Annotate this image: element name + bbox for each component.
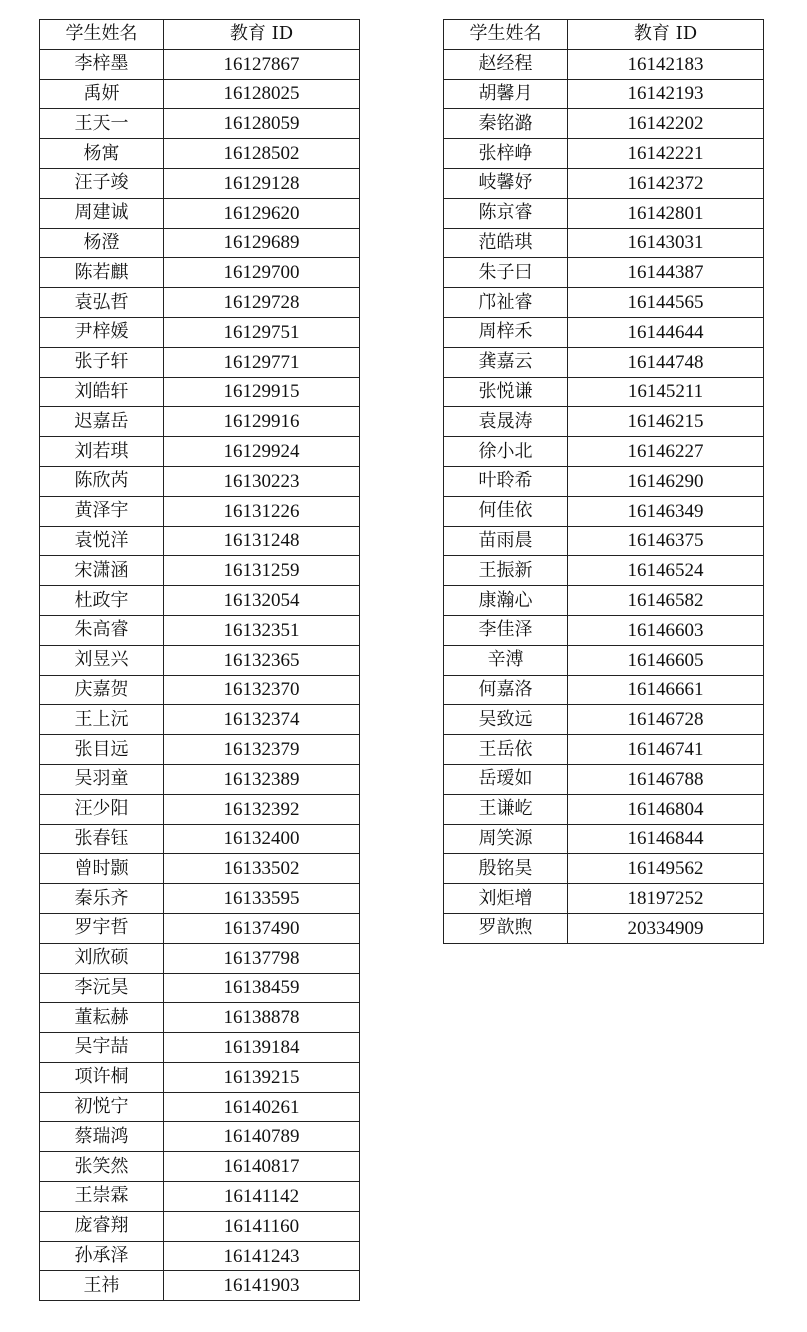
education-id-cell: 16142221 bbox=[568, 139, 764, 169]
table-row bbox=[40, 1271, 360, 1301]
student-name-cell: 刘炬增 bbox=[444, 884, 568, 914]
table-row bbox=[444, 496, 764, 526]
education-id-cell: 16144387 bbox=[568, 258, 764, 288]
table-row bbox=[444, 913, 764, 943]
student-name-cell: 岳瑷如 bbox=[444, 764, 568, 794]
table-row bbox=[444, 198, 764, 228]
table-row bbox=[444, 764, 764, 794]
student-name-cell: 尹梓媛 bbox=[40, 317, 164, 347]
table-row bbox=[40, 1211, 360, 1241]
table-row bbox=[444, 884, 764, 914]
education-id-cell: 16146728 bbox=[568, 705, 764, 735]
education-id-cell: 16146605 bbox=[568, 645, 764, 675]
education-id-cell: 16146524 bbox=[568, 556, 764, 586]
table-row bbox=[444, 586, 764, 616]
student-name-cell: 王岳依 bbox=[444, 735, 568, 765]
education-id-cell: 16146844 bbox=[568, 824, 764, 854]
education-id-cell: 16146788 bbox=[568, 764, 764, 794]
student-name-cell: 胡馨月 bbox=[444, 79, 568, 109]
education-id-cell: 16142193 bbox=[568, 79, 764, 109]
student-name-cell: 宋潇涵 bbox=[40, 556, 164, 586]
education-id-cell: 16138878 bbox=[164, 1003, 360, 1033]
table-row bbox=[40, 1062, 360, 1092]
education-id-cell: 16141142 bbox=[164, 1182, 360, 1212]
table-row bbox=[444, 258, 764, 288]
name-column-header: 学生姓名 bbox=[444, 20, 568, 50]
education-id-cell: 16140789 bbox=[164, 1122, 360, 1152]
student-name-cell: 王振新 bbox=[444, 556, 568, 586]
student-name-cell: 杨澄 bbox=[40, 228, 164, 258]
education-id-cell: 16131226 bbox=[164, 496, 360, 526]
student-name-cell: 张悦谦 bbox=[444, 377, 568, 407]
table-row bbox=[444, 79, 764, 109]
table-row bbox=[444, 139, 764, 169]
student-name-cell: 殷铭昊 bbox=[444, 854, 568, 884]
education-id-cell: 16132400 bbox=[164, 824, 360, 854]
education-id-cell: 16146582 bbox=[568, 586, 764, 616]
education-id-cell: 16128059 bbox=[164, 109, 360, 139]
education-id-cell: 16139215 bbox=[164, 1062, 360, 1092]
student-name-cell: 叶聆希 bbox=[444, 466, 568, 496]
table-row bbox=[40, 347, 360, 377]
education-id-cell: 16141243 bbox=[164, 1241, 360, 1271]
student-name-cell: 吴致远 bbox=[444, 705, 568, 735]
student-name-cell: 项许桐 bbox=[40, 1062, 164, 1092]
student-table-right bbox=[443, 19, 764, 944]
table-row bbox=[444, 735, 764, 765]
table-header-row bbox=[444, 20, 764, 50]
student-name-cell: 吴羽童 bbox=[40, 764, 164, 794]
education-id-cell: 16129771 bbox=[164, 347, 360, 377]
table-body bbox=[40, 49, 360, 1300]
education-id-cell: 16146741 bbox=[568, 735, 764, 765]
table-row bbox=[40, 228, 360, 258]
id-column-header: 教育 ID bbox=[164, 20, 360, 50]
student-name-cell: 吴宇喆 bbox=[40, 1033, 164, 1063]
student-name-cell: 王谦屹 bbox=[444, 794, 568, 824]
student-name-cell: 罗宇哲 bbox=[40, 913, 164, 943]
education-id-cell: 16129128 bbox=[164, 168, 360, 198]
student-name-cell: 罗歆煦 bbox=[444, 913, 568, 943]
table-row bbox=[40, 794, 360, 824]
student-name-cell: 初悦宁 bbox=[40, 1092, 164, 1122]
table-row bbox=[444, 556, 764, 586]
table-row bbox=[444, 466, 764, 496]
education-id-cell: 16146290 bbox=[568, 466, 764, 496]
education-id-cell: 16132392 bbox=[164, 794, 360, 824]
table-row bbox=[444, 675, 764, 705]
education-id-cell: 16146603 bbox=[568, 615, 764, 645]
education-id-cell: 16129916 bbox=[164, 407, 360, 437]
student-name-cell: 李沅昊 bbox=[40, 973, 164, 1003]
student-name-cell: 秦乐齐 bbox=[40, 884, 164, 914]
education-id-cell: 16145211 bbox=[568, 377, 764, 407]
education-id-cell: 16146661 bbox=[568, 675, 764, 705]
student-name-cell: 朱子曰 bbox=[444, 258, 568, 288]
student-name-cell: 何嘉洛 bbox=[444, 675, 568, 705]
student-name-cell: 周建诚 bbox=[40, 198, 164, 228]
table-row bbox=[40, 466, 360, 496]
student-name-cell: 王祎 bbox=[40, 1271, 164, 1301]
education-id-cell: 16132389 bbox=[164, 764, 360, 794]
education-id-cell: 16129751 bbox=[164, 317, 360, 347]
table-row bbox=[444, 377, 764, 407]
education-id-cell: 16132374 bbox=[164, 705, 360, 735]
student-name-cell: 范皓琪 bbox=[444, 228, 568, 258]
student-name-cell: 张目远 bbox=[40, 735, 164, 765]
table-row bbox=[40, 198, 360, 228]
table-row bbox=[40, 139, 360, 169]
education-id-cell: 16146227 bbox=[568, 437, 764, 467]
student-name-cell: 陈欣芮 bbox=[40, 466, 164, 496]
table-row bbox=[444, 615, 764, 645]
education-id-cell: 16142183 bbox=[568, 49, 764, 79]
table-row bbox=[444, 228, 764, 258]
education-id-cell: 16132370 bbox=[164, 675, 360, 705]
student-name-cell: 张梓峥 bbox=[444, 139, 568, 169]
education-id-cell: 16128502 bbox=[164, 139, 360, 169]
education-id-cell: 16129700 bbox=[164, 258, 360, 288]
education-id-cell: 16144565 bbox=[568, 288, 764, 318]
table-row bbox=[444, 109, 764, 139]
education-id-cell: 16129924 bbox=[164, 437, 360, 467]
student-name-cell: 周笑源 bbox=[444, 824, 568, 854]
student-name-cell: 岐馨妤 bbox=[444, 168, 568, 198]
education-id-cell: 16131259 bbox=[164, 556, 360, 586]
table-row bbox=[40, 437, 360, 467]
table-row bbox=[40, 824, 360, 854]
education-id-cell: 16143031 bbox=[568, 228, 764, 258]
table-row bbox=[40, 556, 360, 586]
table-row bbox=[40, 973, 360, 1003]
student-name-cell: 邝祉睿 bbox=[444, 288, 568, 318]
table-row bbox=[444, 347, 764, 377]
education-id-cell: 16144644 bbox=[568, 317, 764, 347]
table-row bbox=[444, 168, 764, 198]
table-row bbox=[40, 317, 360, 347]
education-id-cell: 16131248 bbox=[164, 526, 360, 556]
student-name-cell: 王天一 bbox=[40, 109, 164, 139]
education-id-cell: 16132379 bbox=[164, 735, 360, 765]
table-row bbox=[444, 854, 764, 884]
table-row bbox=[40, 645, 360, 675]
education-id-cell: 16128025 bbox=[164, 79, 360, 109]
student-name-cell: 庞睿翔 bbox=[40, 1211, 164, 1241]
student-name-cell: 曾时颢 bbox=[40, 854, 164, 884]
table-row bbox=[40, 884, 360, 914]
student-name-cell: 袁弘哲 bbox=[40, 288, 164, 318]
student-name-cell: 袁晟涛 bbox=[444, 407, 568, 437]
student-name-cell: 赵经程 bbox=[444, 49, 568, 79]
table-row bbox=[40, 735, 360, 765]
table-row bbox=[40, 705, 360, 735]
table-row bbox=[40, 496, 360, 526]
education-id-cell: 16146215 bbox=[568, 407, 764, 437]
education-id-cell: 16132054 bbox=[164, 586, 360, 616]
education-id-cell: 16137490 bbox=[164, 913, 360, 943]
student-name-cell: 汪少阳 bbox=[40, 794, 164, 824]
table-row bbox=[444, 288, 764, 318]
student-name-cell: 徐小北 bbox=[444, 437, 568, 467]
student-table-left bbox=[39, 19, 360, 1301]
table-row bbox=[40, 1241, 360, 1271]
student-name-cell: 康瀚心 bbox=[444, 586, 568, 616]
student-name-cell: 张子轩 bbox=[40, 347, 164, 377]
education-id-cell: 16141903 bbox=[164, 1271, 360, 1301]
education-id-cell: 16127867 bbox=[164, 49, 360, 79]
table-row bbox=[444, 794, 764, 824]
student-name-cell: 蔡瑞鸿 bbox=[40, 1122, 164, 1152]
student-name-cell: 刘若琪 bbox=[40, 437, 164, 467]
education-id-cell: 16140261 bbox=[164, 1092, 360, 1122]
education-id-cell: 16146375 bbox=[568, 526, 764, 556]
table-row bbox=[40, 1122, 360, 1152]
education-id-cell: 20334909 bbox=[568, 913, 764, 943]
table-row bbox=[40, 1092, 360, 1122]
student-name-cell: 董耘赫 bbox=[40, 1003, 164, 1033]
education-id-cell: 16142801 bbox=[568, 198, 764, 228]
education-id-cell: 16142372 bbox=[568, 168, 764, 198]
table-row bbox=[40, 109, 360, 139]
table-row bbox=[40, 586, 360, 616]
table-row bbox=[40, 79, 360, 109]
education-id-cell: 16129915 bbox=[164, 377, 360, 407]
education-id-cell: 16144748 bbox=[568, 347, 764, 377]
student-name-cell: 王上沅 bbox=[40, 705, 164, 735]
student-name-cell: 刘欣硕 bbox=[40, 943, 164, 973]
education-id-cell: 16129728 bbox=[164, 288, 360, 318]
table-row bbox=[40, 258, 360, 288]
education-id-cell: 16142202 bbox=[568, 109, 764, 139]
table-row bbox=[444, 407, 764, 437]
table-body bbox=[444, 49, 764, 943]
student-name-cell: 陈若麒 bbox=[40, 258, 164, 288]
education-id-cell: 16133502 bbox=[164, 854, 360, 884]
table-row bbox=[40, 675, 360, 705]
education-id-cell: 16133595 bbox=[164, 884, 360, 914]
table-row bbox=[40, 526, 360, 556]
education-id-cell: 18197252 bbox=[568, 884, 764, 914]
table-row bbox=[40, 1182, 360, 1212]
table-row bbox=[444, 437, 764, 467]
student-name-cell: 陈京睿 bbox=[444, 198, 568, 228]
education-id-cell: 16139184 bbox=[164, 1033, 360, 1063]
table-row bbox=[40, 1152, 360, 1182]
education-id-cell: 16132351 bbox=[164, 615, 360, 645]
student-name-cell: 孙承泽 bbox=[40, 1241, 164, 1271]
table-row bbox=[40, 764, 360, 794]
education-id-cell: 16146804 bbox=[568, 794, 764, 824]
education-id-cell: 16140817 bbox=[164, 1152, 360, 1182]
education-id-cell: 16137798 bbox=[164, 943, 360, 973]
table-row bbox=[40, 288, 360, 318]
student-name-cell: 李佳泽 bbox=[444, 615, 568, 645]
student-name-cell: 张笑然 bbox=[40, 1152, 164, 1182]
student-name-cell: 禹妍 bbox=[40, 79, 164, 109]
student-name-cell: 秦铭潞 bbox=[444, 109, 568, 139]
table-row bbox=[40, 854, 360, 884]
table-row bbox=[40, 943, 360, 973]
table-row bbox=[40, 913, 360, 943]
table-header-row bbox=[40, 20, 360, 50]
student-name-cell: 周梓禾 bbox=[444, 317, 568, 347]
table-row bbox=[40, 377, 360, 407]
student-name-cell: 朱高睿 bbox=[40, 615, 164, 645]
table-row bbox=[40, 168, 360, 198]
table-row bbox=[444, 317, 764, 347]
table-row bbox=[40, 49, 360, 79]
table-row bbox=[40, 1033, 360, 1063]
education-id-cell: 16129689 bbox=[164, 228, 360, 258]
student-name-cell: 刘皓轩 bbox=[40, 377, 164, 407]
student-name-cell: 杨寓 bbox=[40, 139, 164, 169]
student-name-cell: 苗雨晨 bbox=[444, 526, 568, 556]
student-name-cell: 李梓墨 bbox=[40, 49, 164, 79]
student-name-cell: 龚嘉云 bbox=[444, 347, 568, 377]
table-row bbox=[444, 705, 764, 735]
student-name-cell: 袁悦洋 bbox=[40, 526, 164, 556]
table-row bbox=[40, 1003, 360, 1033]
student-name-cell: 杜政宇 bbox=[40, 586, 164, 616]
table-row bbox=[444, 49, 764, 79]
education-id-cell: 16130223 bbox=[164, 466, 360, 496]
education-id-cell: 16129620 bbox=[164, 198, 360, 228]
student-name-cell: 黄泽宇 bbox=[40, 496, 164, 526]
student-name-cell: 庆嘉贺 bbox=[40, 675, 164, 705]
table-row bbox=[444, 645, 764, 675]
student-name-cell: 汪子竣 bbox=[40, 168, 164, 198]
student-name-cell: 何佳依 bbox=[444, 496, 568, 526]
education-id-cell: 16149562 bbox=[568, 854, 764, 884]
student-name-cell: 刘昱兴 bbox=[40, 645, 164, 675]
student-name-cell: 迟嘉岳 bbox=[40, 407, 164, 437]
student-name-cell: 张春钰 bbox=[40, 824, 164, 854]
education-id-cell: 16146349 bbox=[568, 496, 764, 526]
table-row bbox=[40, 615, 360, 645]
education-id-cell: 16141160 bbox=[164, 1211, 360, 1241]
student-name-cell: 辛溥 bbox=[444, 645, 568, 675]
student-name-cell: 王崇霖 bbox=[40, 1182, 164, 1212]
table-row bbox=[40, 407, 360, 437]
name-column-header: 学生姓名 bbox=[40, 20, 164, 50]
education-id-cell: 16138459 bbox=[164, 973, 360, 1003]
id-column-header: 教育 ID bbox=[568, 20, 764, 50]
table-row bbox=[444, 526, 764, 556]
table-row bbox=[444, 824, 764, 854]
education-id-cell: 16132365 bbox=[164, 645, 360, 675]
